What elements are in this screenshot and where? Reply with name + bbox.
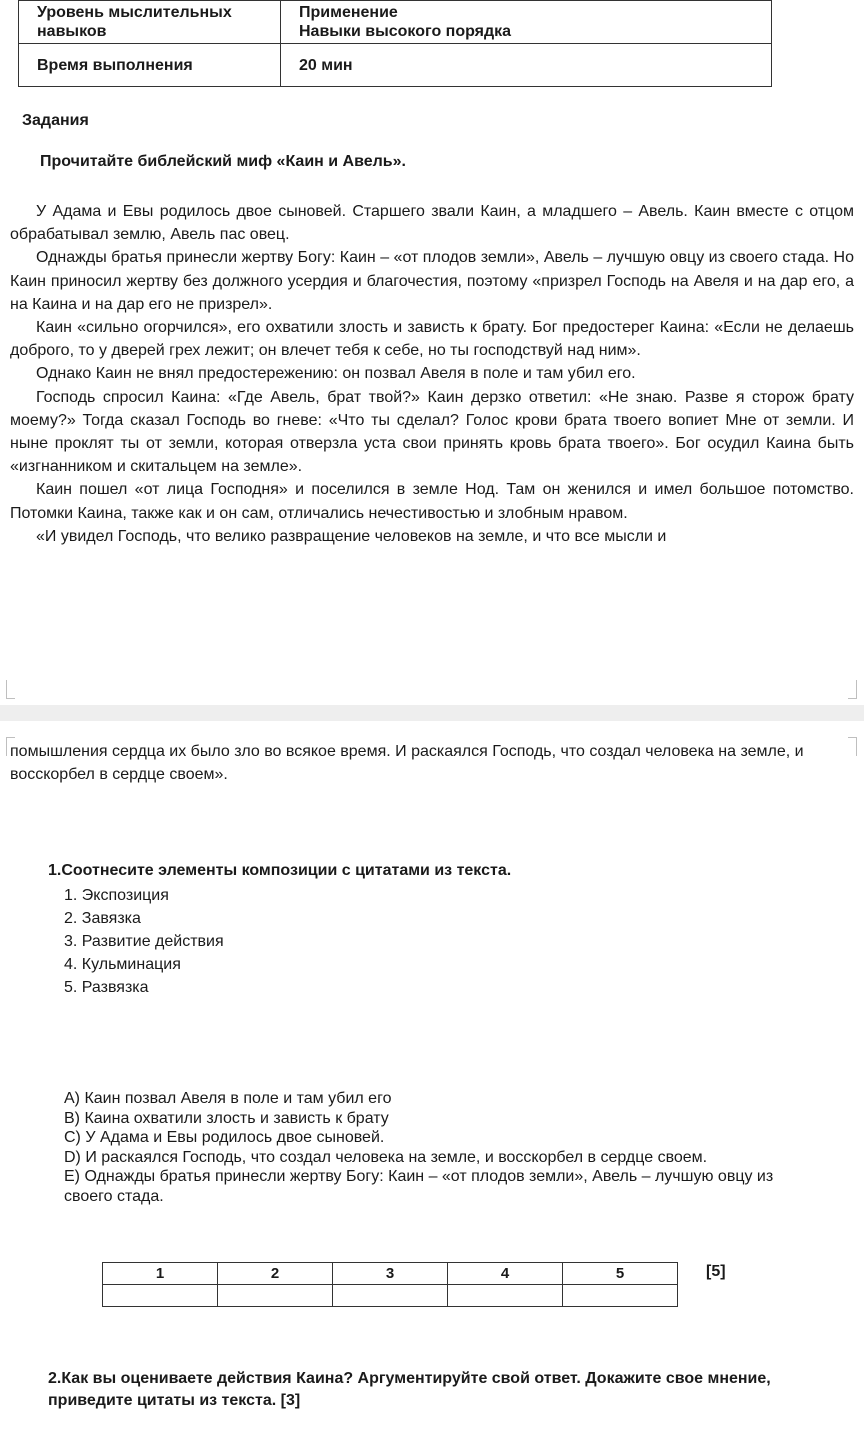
grid-header-cell: 5 <box>563 1263 678 1285</box>
story-paragraph: Каин пошел «от лица Господня» и поселился в земле Нод. Там он женился и имел большое потомство. Потомки Каина, также как и он сам, отличались нечестивостью и злобным нравом. <box>10 481 854 522</box>
story-paragraph: У Адама и Евы родилось двое сыновей. Старшего звали Каин, а младшего – Авель. Каин вместе с отцом обрабатывал землю, Авель пас овец. <box>10 203 854 244</box>
story-paragraph: Каин «сильно огорчился», его охватили злость и зависть к брату. Бог предостерег Каина: «Если не делаешь доброго, то у дверей грех лежит; он влечет тебя к себе, но ты господствуй над ним». <box>10 319 854 360</box>
story-text-page1 <box>10 200 854 548</box>
story-paragraph: Однако Каин не внял предостережению: он позвал Авеля в поле и там убил его. <box>36 365 636 383</box>
grid-answer-row <box>103 1285 678 1307</box>
story-paragraph: Господь спросил Каина: «Где Авель, брат твой?» Каин дерзко ответил: «Не знаю. Разве я сторож брату моему?» Тогда сказал Господь во гневе: «Что ты сделал? Голос крови брата твоего вопиет Мне от земли. И ныне проклят ты от земли, которая отверзла уста свои принять кровь брата твоего». Бог осудил Каина быть «изгнанником и скитальцем на земле». <box>10 388 854 476</box>
tasks-heading: Задания <box>22 112 89 129</box>
list-item: 3. Развитие действия <box>64 933 224 950</box>
quote-item: C) У Адама и Евы родилось двое сыновей. <box>64 1129 385 1146</box>
quote-item: D) И раскаялся Господь, что создал человека на земле, и восскорбел в сердце своем. <box>64 1148 708 1166</box>
level-value-1: Применение <box>299 4 398 21</box>
task-title: Прочитайте библейский миф «Каин и Авель». <box>40 153 406 170</box>
skills-row <box>19 1 772 44</box>
page-corner-bl <box>6 680 15 699</box>
answer-grid <box>102 1262 678 1307</box>
time-label: Время выполнения <box>19 44 281 87</box>
quote-item: E) Однажды братья принесли жертву Богу: Каин – «от плодов земли», Авель – лучшую овцу из своего стада. <box>64 1168 774 1205</box>
grid-answer-cell[interactable] <box>448 1285 563 1307</box>
grid-header-cell: 2 <box>218 1263 333 1285</box>
question2-text: 2.Как вы оцениваете действия Каина? Аргументируйте свой ответ. Докажите свое мнение, приведите цитаты из текста. [3] <box>48 1370 771 1409</box>
list-item: 2. Завязка <box>64 910 141 927</box>
page-break <box>0 705 864 721</box>
grid-answer-cell[interactable] <box>333 1285 448 1307</box>
question1-score: [5] <box>706 1263 726 1280</box>
list-item: 1. Экспозиция <box>64 887 169 904</box>
list-item: 4. Кульминация <box>64 956 181 973</box>
story-paragraph: Однажды братья принесли жертву Богу: Каин – «от плодов земли», Авель – лучшую овцу из своего стада. Но Каин приносил жертву без должного усердия и благочестия, поэтому «призрел Господь на Авеля и на дар его, а на Каина и на дар его не призрел». <box>10 249 854 313</box>
question1-title: 1.Соотнесите элементы композиции с цитатами из текста. <box>48 862 512 879</box>
grid-answer-cell[interactable] <box>563 1285 678 1307</box>
list-item: 5. Развязка <box>64 979 149 996</box>
grid-header-cell: 3 <box>333 1263 448 1285</box>
quotes-list <box>64 1089 804 1206</box>
level-label: Уровень мыслительных навыков <box>19 1 281 44</box>
page-corner-br <box>848 680 857 699</box>
time-row <box>19 44 772 87</box>
grid-answer-cell[interactable] <box>103 1285 218 1307</box>
level-value <box>281 1 772 44</box>
composition-elements-list <box>64 884 224 999</box>
grid-header-cell: 1 <box>103 1263 218 1285</box>
grid-answer-cell[interactable] <box>218 1285 333 1307</box>
grid-header-row <box>103 1263 678 1285</box>
skills-table <box>18 0 772 87</box>
grid-header-cell: 4 <box>448 1263 563 1285</box>
time-value: 20 мин <box>281 44 772 87</box>
story-paragraph: «И увидел Господь, что велико развращение человеков на земле, и что все мысли и <box>36 527 667 545</box>
story-text-page2 <box>10 740 854 786</box>
quote-item: B) Каина охватили злость и зависть к брату <box>64 1109 389 1127</box>
level-value-2: Навыки высокого порядка <box>299 23 512 40</box>
quote-item: A) Каин позвал Авеля в поле и там убил его <box>64 1090 392 1107</box>
story-paragraph: помышления сердца их было зло во всякое время. И раскаялся Господь, что создал человека на земле, и восскорбел в сердце своем». <box>10 743 804 784</box>
